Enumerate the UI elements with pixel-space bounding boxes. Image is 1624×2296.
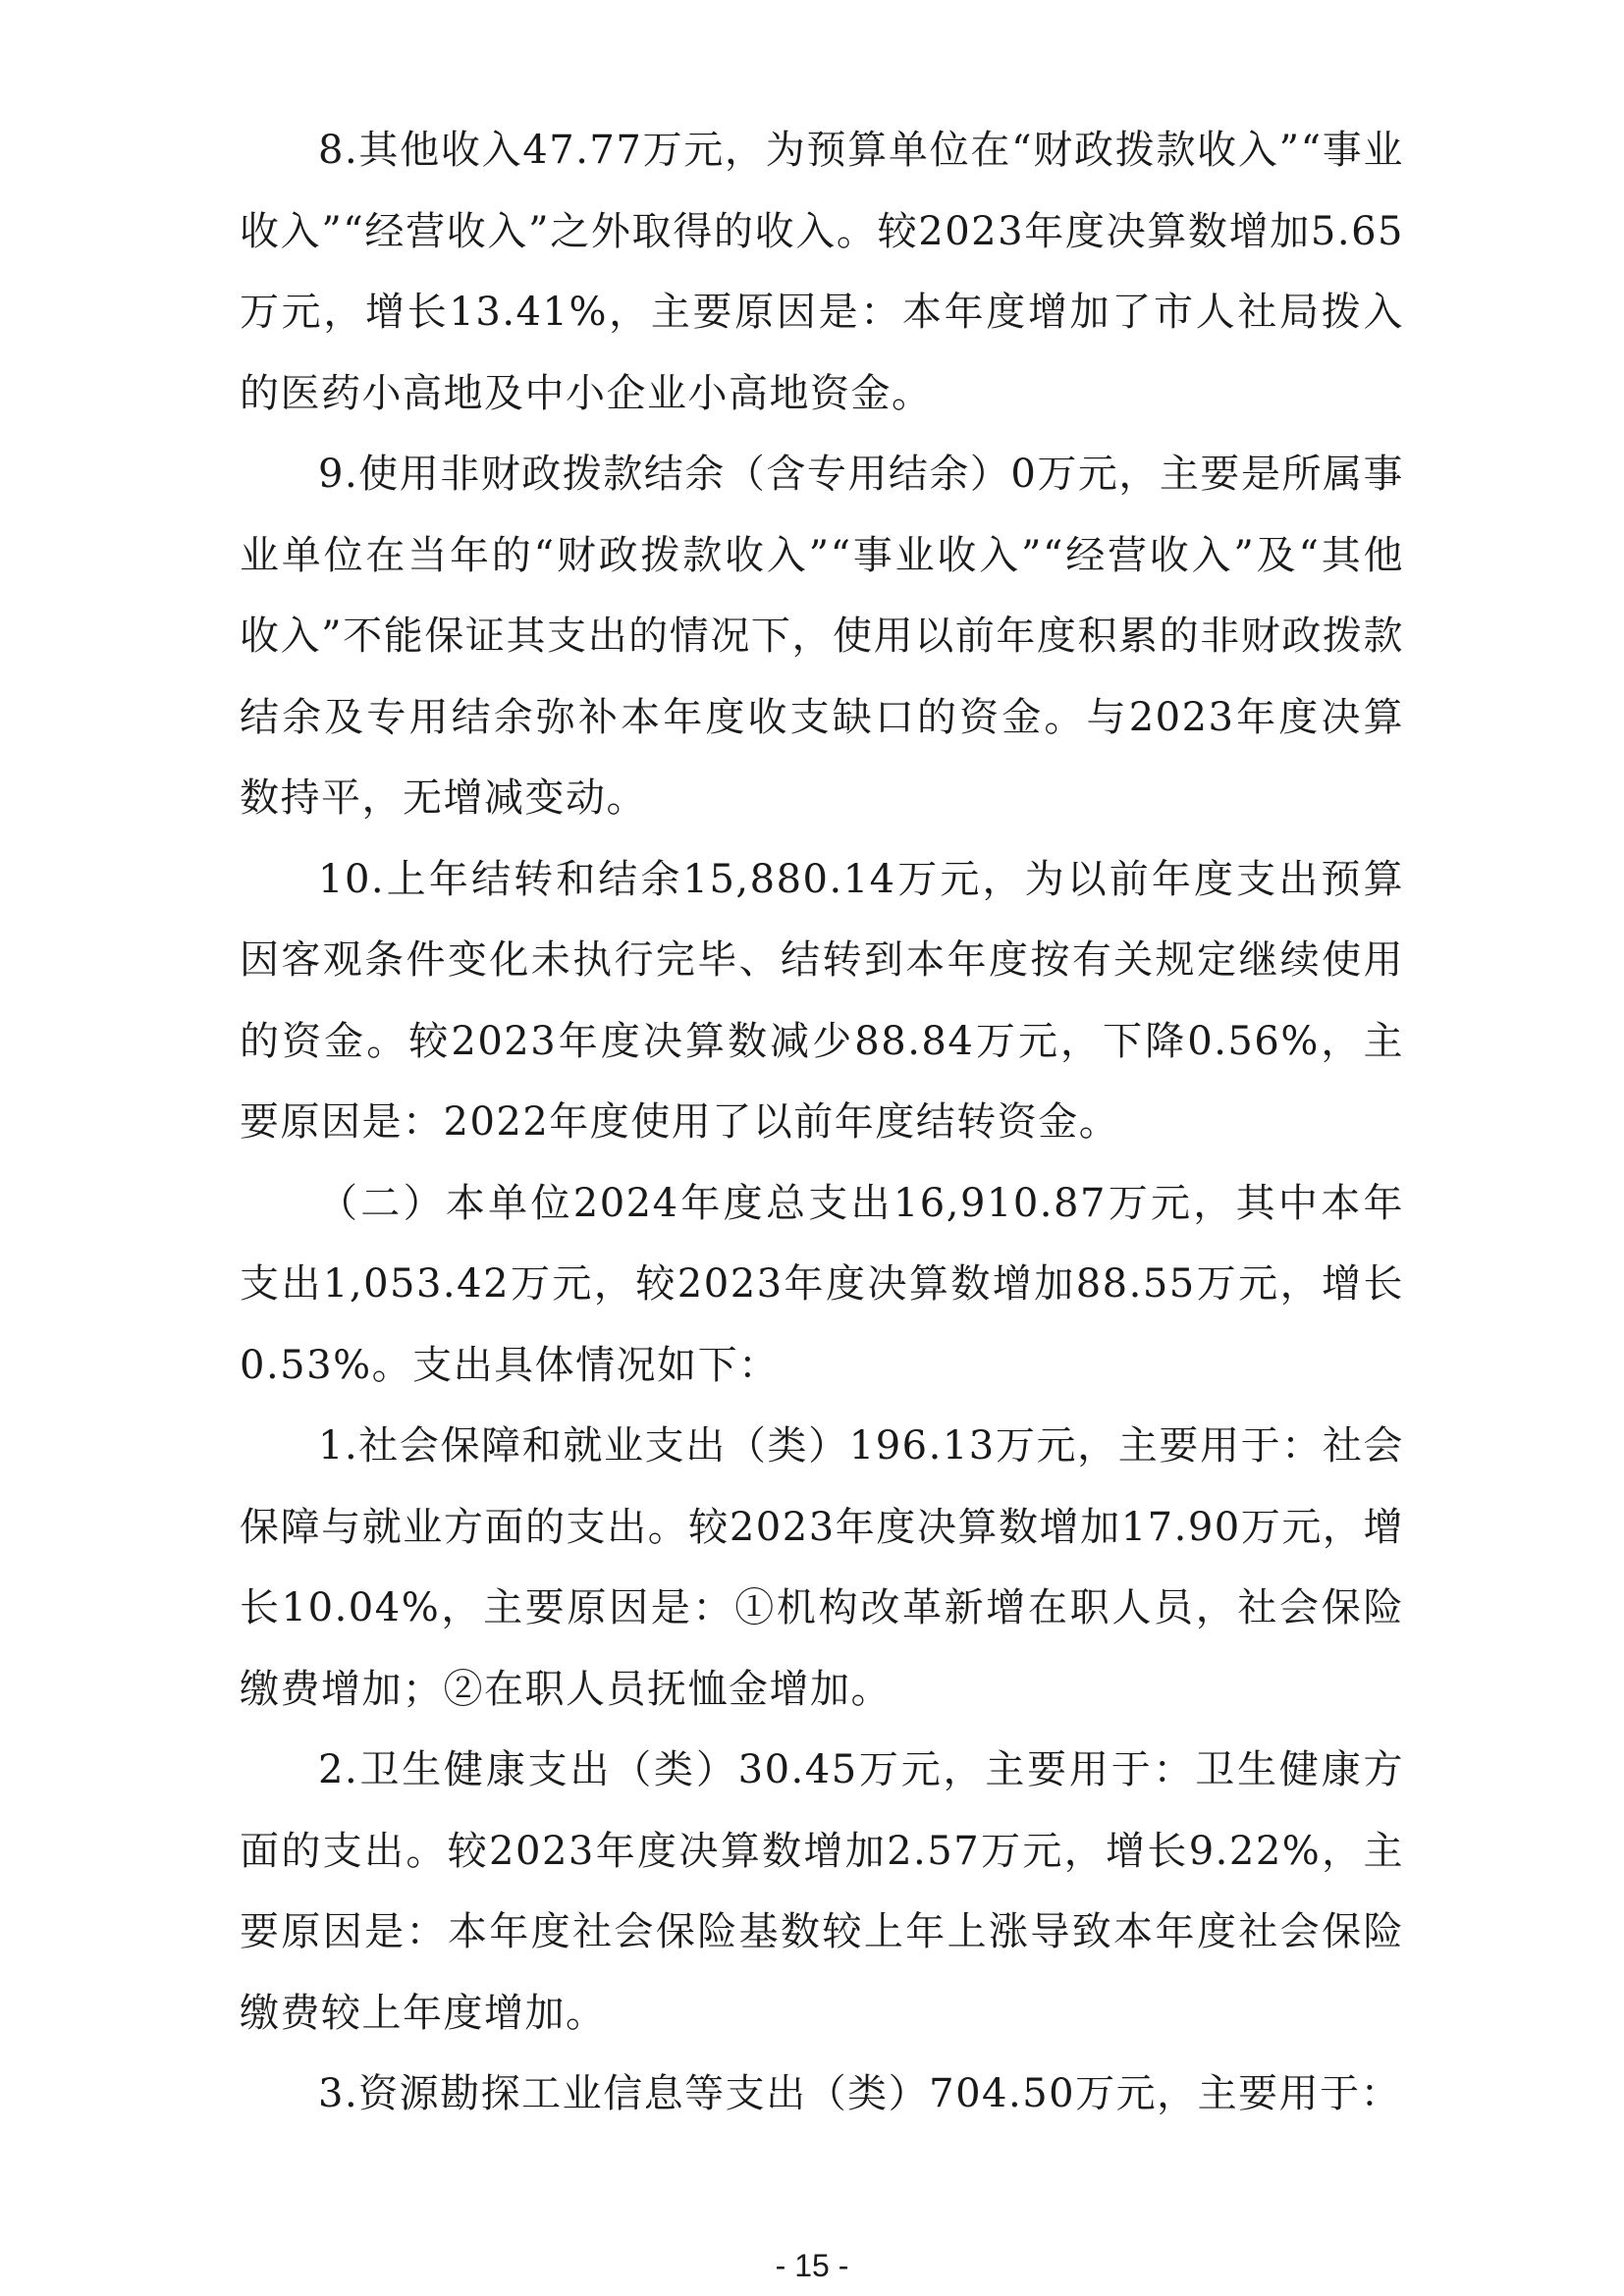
paragraph-total-expenditure: （二）本单位2024年度总支出16,910.87万元，其中本年支出1,053.42万元，较2023年度决算数增加88.55万元，增长0.53%。支出具体情况如下： — [240, 1180, 1404, 1388]
paragraph-health-expenditure: 2.卫生健康支出（类）30.45万元，主要用于：卫生健康方面的支出。较2023年度决算数增加2.57万元，增长9.22%，主要原因是：本年度社会保险基数较上年上涨导致本年度社会保险缴费较上年度增加。 — [240, 1747, 1404, 2036]
paragraph-carryover-balance: 10.上年结转和结余15,880.14万元，为以前年度支出预算因客观条件变化未执行完毕、结转到本年度按有关规定继续使用的资金。较2023年度决算数减少88.84万元，下降0.56%，主要原因是：2022年度使用了以前年度结转资金。 — [240, 856, 1404, 1145]
paragraph-resource-exploration-expenditure: 3.资源勘探工业信息等支出（类）704.50万元，主要用于： — [318, 2071, 1402, 2116]
paragraph-non-fiscal-balance: 9.使用非财政拨款结余（含专用结余）0万元，主要是所属事业单位在当年的“财政拨款收入”“事业收入”“经营收入”及“其他收入”不能保证其支出的情况下，使用以前年度积累的非财政拨款结余及专用结余弥补本年度收支缺口的资金。与2023年度决算数持平，无增减变动。 — [240, 452, 1404, 821]
paragraph-social-security-expenditure: 1.社会保障和就业支出（类）196.13万元，主要用于：社会保障与就业方面的支出。较2023年度决算数增加17.90万元，增长10.04%，主要原因是：①机构改革新增在职人员，社会保险缴费增加；②在职人员抚恤金增加。 — [240, 1423, 1404, 1712]
page-number: - 15 - — [775, 2248, 849, 2283]
document-body — [240, 110, 1404, 2135]
paragraph-other-income: 8.其他收入47.77万元，为预算单位在“财政拨款收入”“事业收入”“经营收入”之外取得的收入。较2023年度决算数增加5.65万元，增长13.41%，主要原因是：本年度增加了市人社局拨入的医药小高地及中小企业小高地资金。 — [240, 128, 1404, 416]
